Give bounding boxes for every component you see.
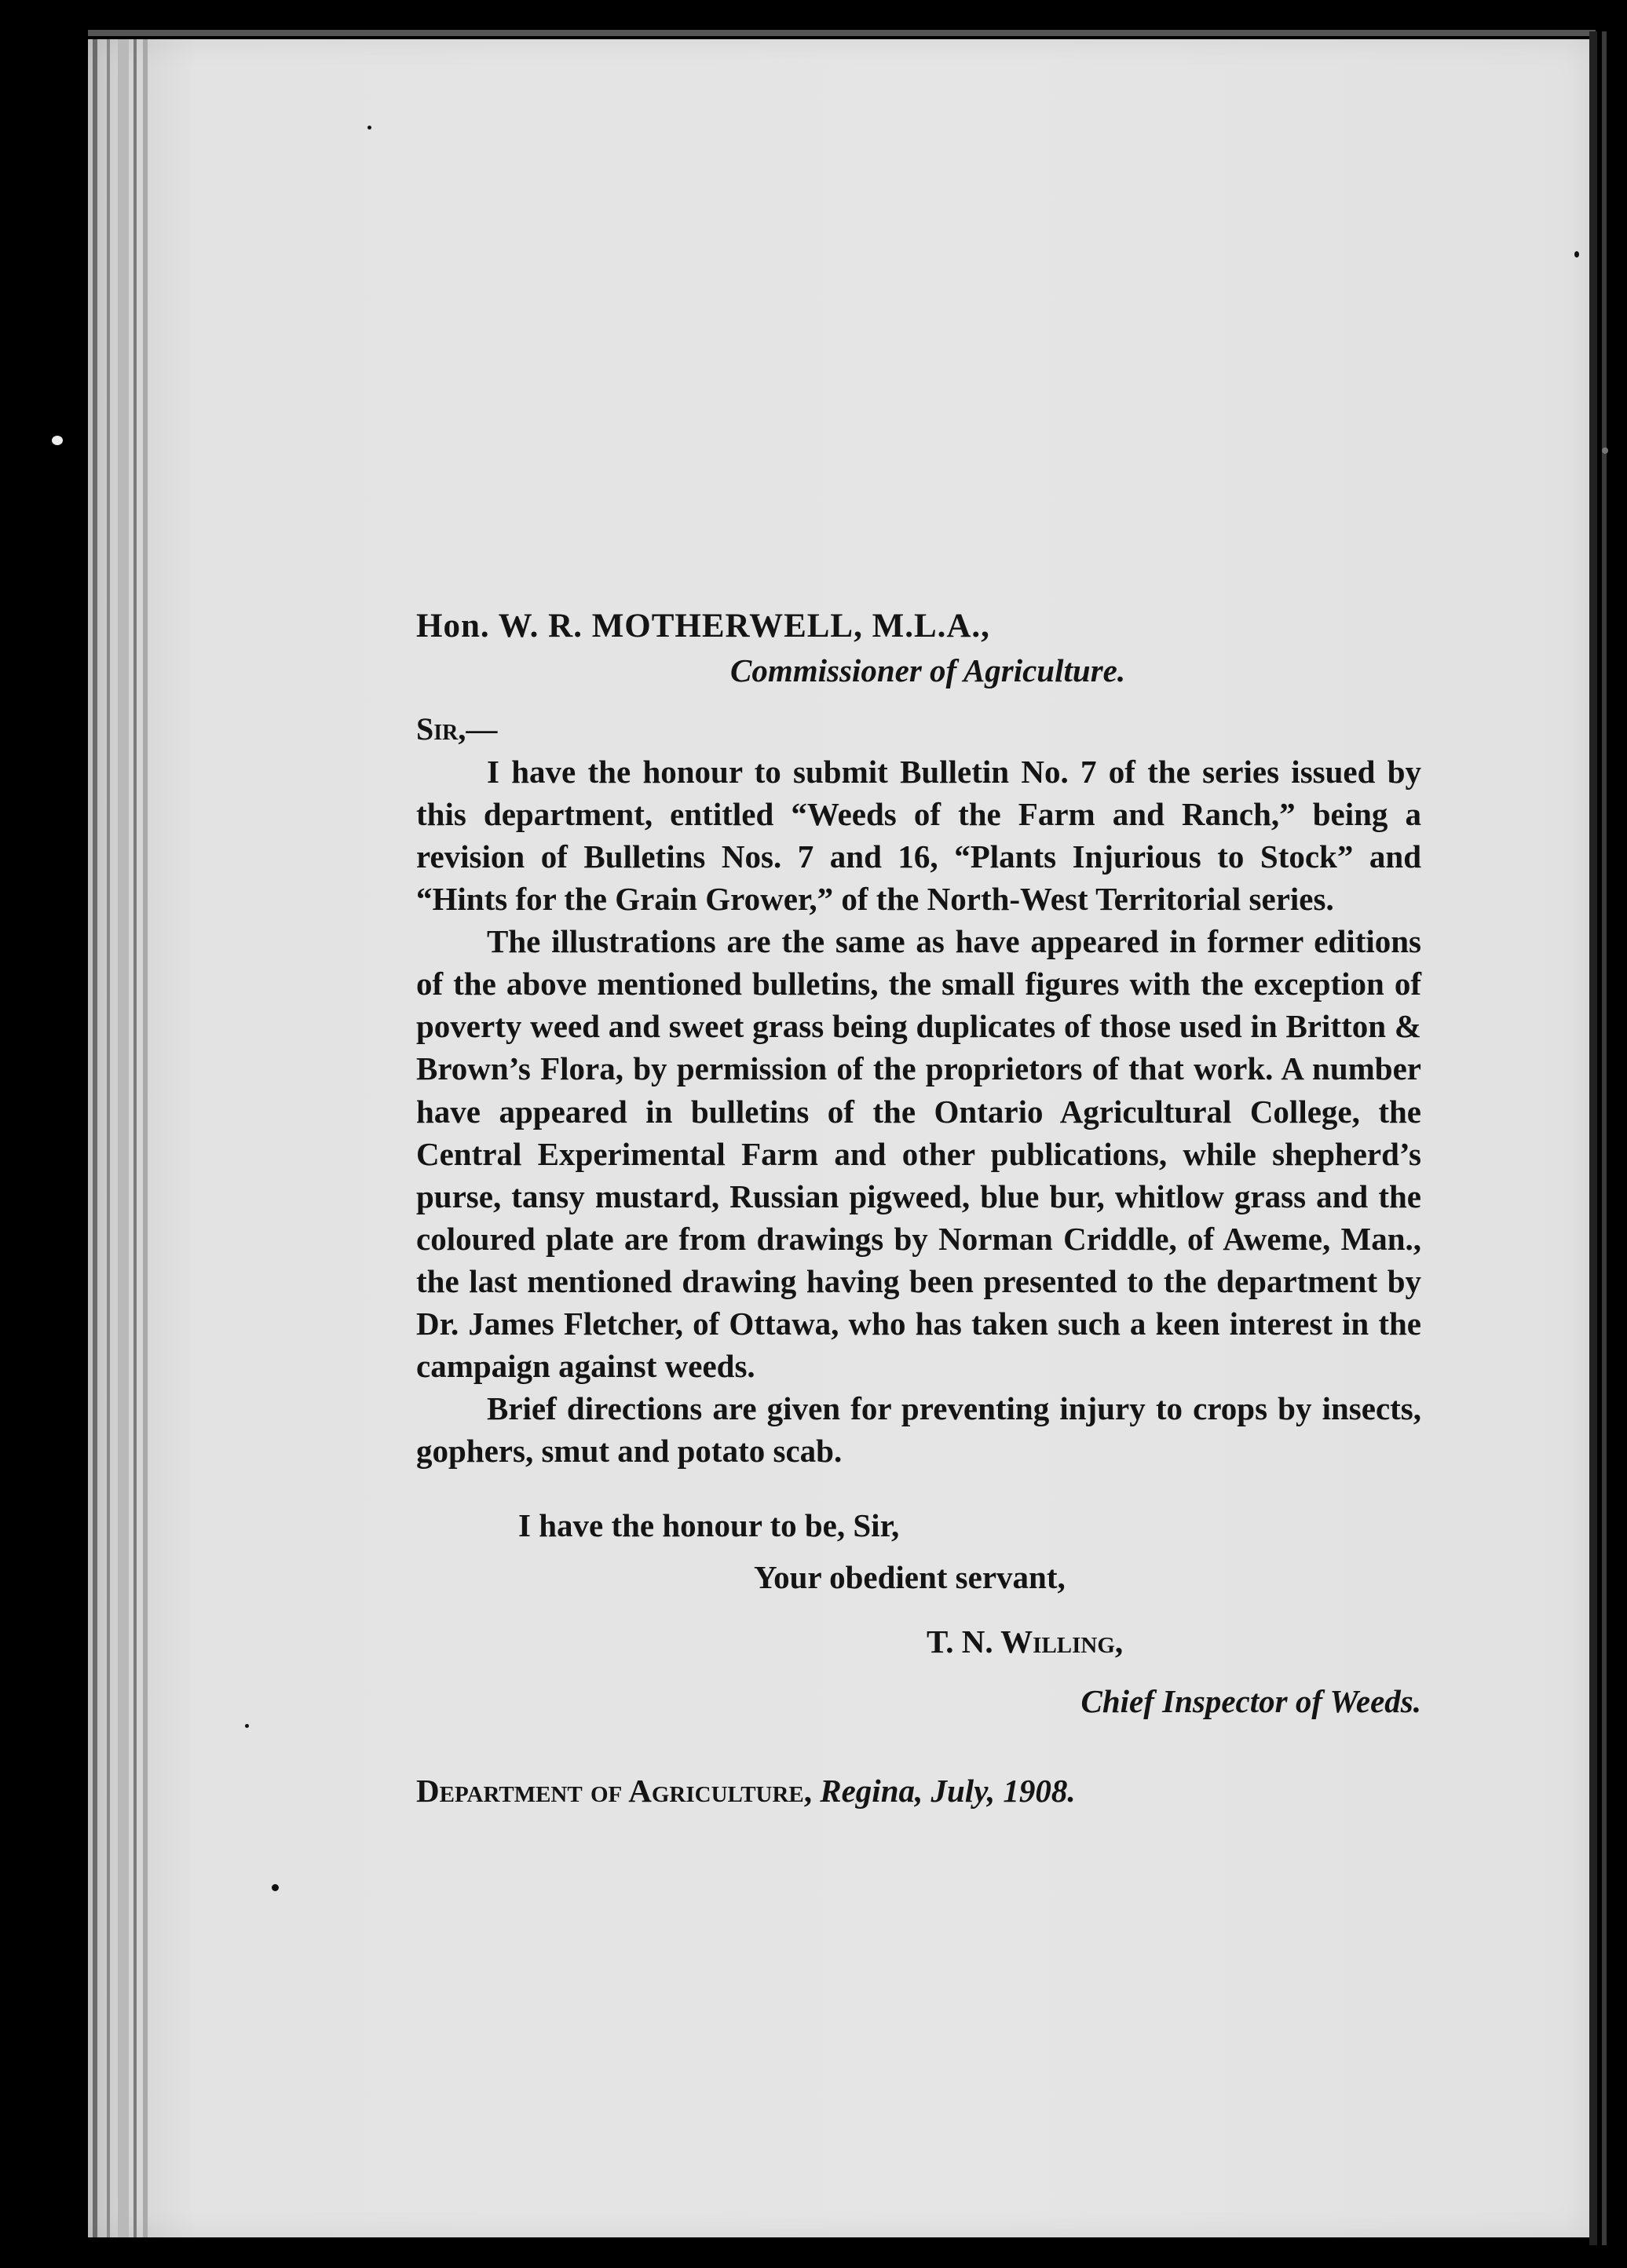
dateline-place: Regina, July, 1908. [820,1772,1076,1809]
binding-strip [118,39,129,2237]
signer-title: Chief Inspector of Weeds. [1080,1682,1421,1719]
addressee: Hon. W. R. MOTHERWELL, M.L.A., [416,608,990,645]
addressee-title: Commissioner of Agriculture. [730,652,1126,688]
paragraph: Brief directions are given for preventing injury to crops by insects, gophers, smut and potato scab. [416,1390,1421,1470]
page-top-edge [88,30,1596,36]
binding-strip [133,39,137,2237]
right-page-edge [1602,31,1607,2245]
paragraph: The illustrations are the same as have appeared in former editions of the above mentioned bulletins, the small figures with the exception of poverty weed and sweet grass being duplicates of those used in Britton & Brown’s Flora, by permission of the proprietors of that work. A number have appeared in bulletins of the Ontario Agricultural College, the Central Experimental Farm and other publications, while shepherd’s purse, tansy mustard, Russian pigweed, blue bur, whitlow grass and the coloured plate are from drawings by Norman Criddle, of Aweme, Man., the last mentioned drawing having been presented to the department by Dr. James Fletcher, of Ottawa, who has taken such a keen interest in the campaign against weeds. [416,923,1421,1385]
letter [416,604,1421,1812]
salutation: Sir,— [416,710,498,747]
dateline [416,1769,1421,1812]
signer-name: T. N. Willing, [927,1623,1124,1660]
closing: I have the honour to be, Sir, [518,1507,900,1543]
paragraph: I have the honour to submit Bulletin No. 7 of the series issued by this department, entitled “Weeds of the Farm and Ranch,” being a revision of Bulletins Nos. 7 and 16, “Plants Injurious to Stock” and “Hints for the Grain Grower,” of the North-West Territorial series. [416,753,1421,917]
binding-strip [107,39,110,2237]
binding-strip [93,39,97,2237]
right-page-edge [1589,31,1597,2245]
binding-strip [143,39,148,2237]
dateline-department: Department of Agriculture, [416,1772,813,1809]
valediction: Your obedient servant, [754,1558,1066,1595]
